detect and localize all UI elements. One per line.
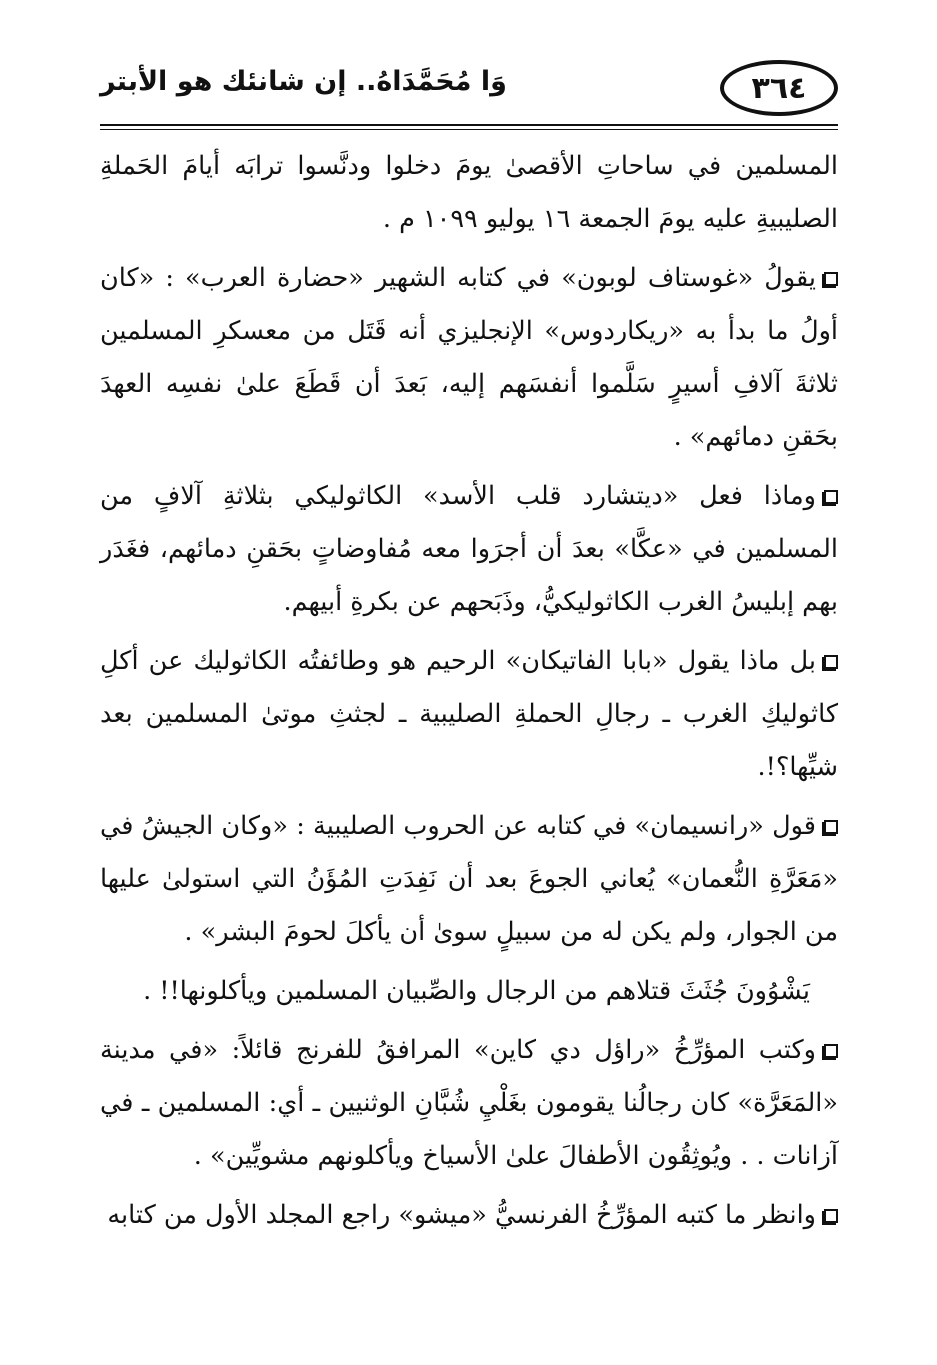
page-number — [720, 60, 838, 116]
paragraph-text: المسلمين في ساحاتِ الأقصىٰ يومَ دخلوا ودنَّسوا ترابَه أيامَ الحَملةِ الصليبيةِ عليه يومَ الجمعة ١٦ يوليو ١٠٩٩ م . — [100, 151, 838, 234]
paragraph-marker-icon — [824, 1044, 838, 1058]
paragraph-text: وانظر ما كتبه المؤرِّخُ الفرنسيُّ «ميشو» راجع المجلد الأول من كتابه — [107, 1200, 816, 1230]
paragraph — [100, 1189, 838, 1242]
paragraph-marker-icon — [824, 272, 838, 286]
paragraph-text: يقولُ «غوستاف لوبون» في كتابه الشهير «حضارة العرب» : «كان أولُ ما بدأ به «ريكاردوس» الإنجليزي أنه قَتَل من معسكرِ المسلمين ثلاثةَ آلافِ أسيرٍ سَلَّموا أنفسَهم إليه، بَعدَ أن قَطَعَ علىٰ نفسِه العهدَ بحَقنِ دمائهم» . — [100, 263, 838, 452]
paragraph-text: بل ماذا يقول «بابا الفاتيكان» الرحيم هو وطائفتُه الكاثوليك عن أكلِ كاثوليكِ الغرب ـ رجالِ الحملةِ الصليبية ـ لجثثِ موتىٰ المسلمين بعد شيِّها؟!. — [100, 646, 838, 782]
paragraph-text: قول «رانسيمان» في كتابه عن الحروب الصليبية : «وكان الجيشُ في «مَعَرَّةِ النُّعمان» يُعاني الجوعَ بعد أن نَفِدَتِ المُؤَنُ التي استولىٰ عليها من الجوار، ولم يكن له من سبيلٍ سوىٰ أن يأكلَ لحومَ البشر» . — [100, 811, 838, 947]
paragraph-marker-icon — [824, 655, 838, 669]
header-rule — [100, 124, 838, 126]
paragraph-marker-icon — [824, 1209, 838, 1223]
body-text — [100, 140, 838, 1248]
paragraph — [100, 965, 838, 1018]
paragraph — [100, 140, 838, 246]
paragraph-text: وماذا فعل «ديتشارد قلب الأسد» الكاثوليكي بثلاثةِ آلافٍ من المسلمين في «عكَّا» بعدَ أن أجرَوا معه مُفاوضاتٍ بحَقنِ دمائهم، فغَدَر بهم إبليسُ الغرب الكاثوليكيُّ، وذَبَحهم عن بكرةِ أبيهم. — [100, 481, 838, 617]
paragraph — [100, 800, 838, 959]
paragraph-text: وكتب المؤرِّخُ «راؤل دي كاين» المرافقُ للفرنج قائلاً: «في مدينة «المَعَرَّة» كان رجالُنا يقومون بغَلْيِ شُبَّانِ الوثنيين ـ أي: المسلمين ـ في آزانات . . ويُوثِقُون الأطفالَ علىٰ الأسياخ ويأكلونهم مشويِّين» . — [100, 1035, 838, 1171]
running-title: وَا مُحَمَّدَاهُ.. إن شانئك هو الأبتر — [100, 66, 507, 97]
page-header — [100, 58, 838, 128]
paragraph-marker-icon — [824, 490, 838, 504]
paragraph — [100, 635, 838, 794]
page-number-text: ٣٦٤ — [751, 70, 807, 106]
paragraph-marker-icon — [824, 820, 838, 834]
paragraph-text: يَشْوُونَ جُثَثَ قتلاهم من الرجال والصِّبيان المسلمين ويأكلونها!! . — [143, 976, 810, 1006]
paragraph — [100, 252, 838, 464]
paragraph — [100, 470, 838, 629]
paragraph — [100, 1024, 838, 1183]
